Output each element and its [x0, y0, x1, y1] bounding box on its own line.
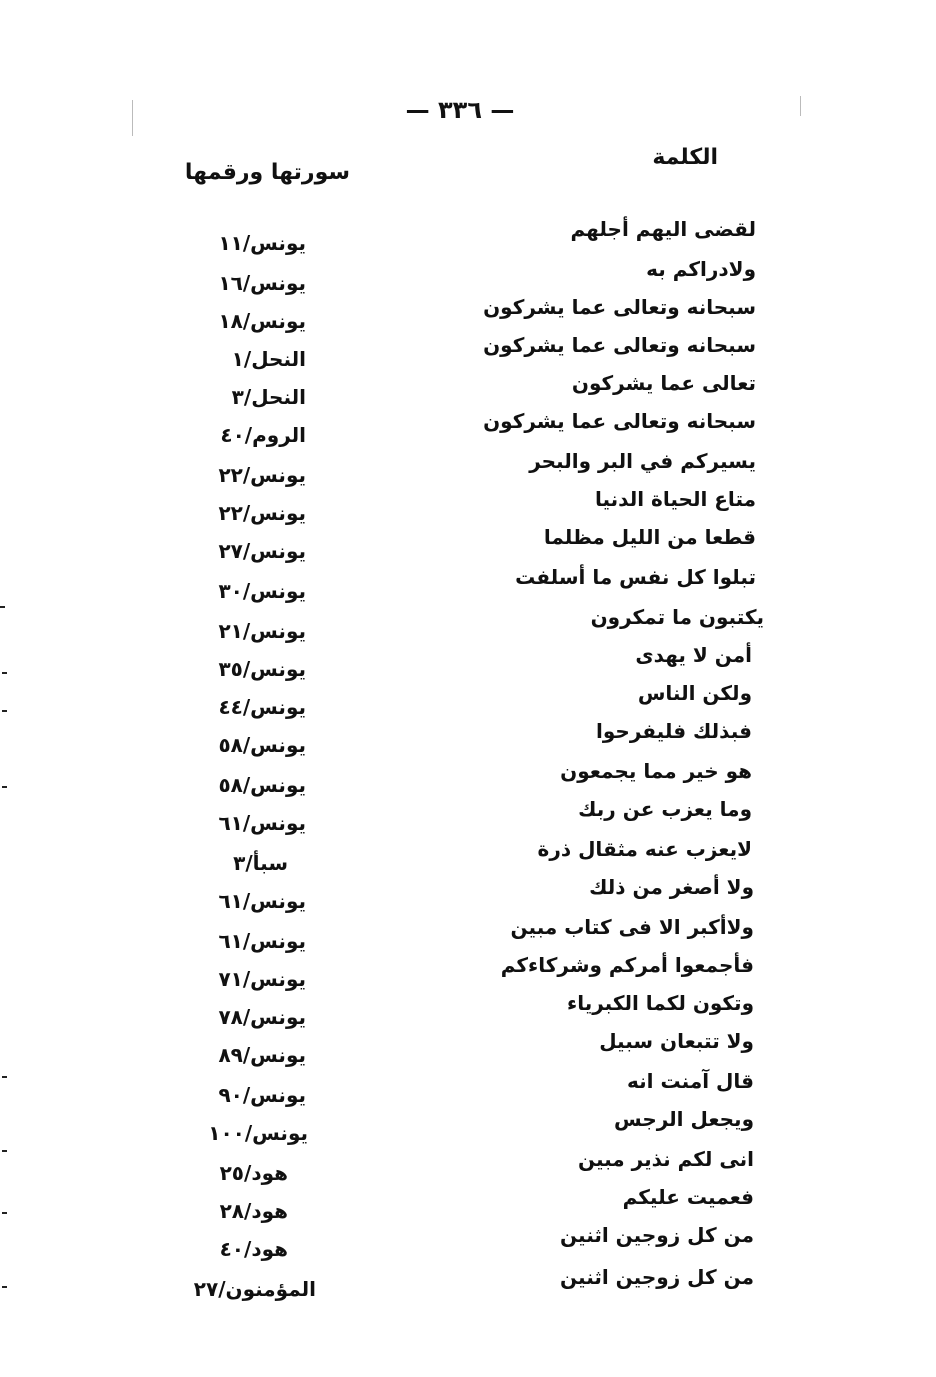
surah-reference: هود/٢٨: [219, 1199, 288, 1223]
word-text: ولادراكم به: [646, 257, 756, 281]
list-item: [0, 330, 936, 371]
surah-reference: يونس/١٠٠: [208, 1121, 308, 1145]
surah-reference: يونس/٣٥: [218, 657, 306, 681]
word-text: سبحانه وتعالى عما يشركون: [483, 333, 756, 357]
surah-reference: النحل/٣: [231, 385, 306, 409]
word-text: فعميت عليكم: [622, 1185, 754, 1209]
list-item: [0, 678, 936, 719]
scan-artifact: [800, 96, 801, 116]
word-text: فبذلك فليفرحوا: [596, 719, 752, 743]
list-item: [0, 1104, 936, 1145]
list-item: [0, 1026, 936, 1067]
word-text: من كل زوجين اثنين: [560, 1265, 754, 1289]
list-item: [0, 1182, 936, 1223]
word-text: ولكن الناس: [637, 681, 752, 705]
surah-reference: الروم/٤٠: [220, 423, 306, 447]
list-item: [0, 214, 936, 255]
surah-reference: يونس/٢١: [218, 619, 306, 643]
list-item: [0, 1220, 936, 1261]
list-item: [0, 756, 936, 797]
surah-reference: يونس/٢٧: [218, 539, 306, 563]
surah-reference: يونس/٧١: [218, 967, 306, 991]
list-item: [0, 254, 936, 295]
surah-reference: سبأ/٣: [233, 851, 288, 875]
surah-reference: يونس/٢٢: [218, 501, 306, 525]
list-item: [0, 484, 936, 525]
word-text: وما يعزب عن ربك: [578, 797, 752, 821]
word-text: يسيركم في البر والبحر: [529, 449, 756, 473]
surah-reference: يونس/٢٢: [218, 463, 306, 487]
surah-reference: النحل/١: [231, 347, 306, 371]
word-text: سبحانه وتعالى عما يشركون: [483, 409, 756, 433]
list-item: [0, 602, 936, 643]
list-item: [0, 834, 936, 875]
margin-mark: [0, 606, 5, 608]
margin-mark: [2, 672, 7, 674]
page-number: — ٣٣٦ —: [405, 96, 515, 124]
surah-reference: يونس/٧٨: [218, 1005, 306, 1029]
surah-reference: يونس/٥٨: [218, 773, 306, 797]
word-text: تعالى عما يشركون: [571, 371, 756, 395]
list-item: [0, 446, 936, 487]
surah-reference: هود/٤٠: [219, 1237, 288, 1261]
word-text: هو خير مما يجمعون: [560, 759, 752, 783]
surah-reference: يونس/٦١: [218, 889, 306, 913]
word-text: ولاأكبر الا فى كتاب مبين: [510, 915, 754, 939]
word-text: لايعزب عنه مثقال ذرة: [537, 837, 752, 861]
surah-reference: يونس/١٦: [218, 271, 306, 295]
list-item: [0, 640, 936, 681]
surah-reference: يونس/٦١: [218, 929, 306, 953]
list-item: [0, 406, 936, 447]
word-text: ولا تتبعان سبيل: [599, 1029, 754, 1053]
margin-mark: [2, 1076, 7, 1078]
list-item: [0, 988, 936, 1029]
margin-mark: [2, 1150, 7, 1152]
margin-mark: [2, 710, 7, 712]
word-text: سبحانه وتعالى عما يشركون: [483, 295, 756, 319]
margin-mark: [2, 1212, 7, 1214]
column-header-reference: سورتها ورقمها: [184, 160, 350, 185]
scan-artifact: [132, 100, 133, 136]
column-header-word: الكلمة: [652, 145, 718, 170]
surah-reference: يونس/٩٠: [218, 1083, 306, 1107]
word-text: تبلوا كل نفس ما أسلفت: [515, 565, 756, 589]
list-item: [0, 1144, 936, 1185]
surah-reference: يونس/٥٨: [218, 733, 306, 757]
list-item: [0, 794, 936, 835]
word-text: متاع الحياة الدنيا: [594, 487, 756, 511]
list-item: [0, 912, 936, 953]
list-item: [0, 562, 936, 603]
word-text: وتكون لكما الكبرياء: [566, 991, 754, 1015]
margin-mark: [2, 786, 7, 788]
list-item: [0, 716, 936, 757]
surah-reference: يونس/١١: [218, 231, 306, 255]
word-text: قطعا من الليل مظلما: [543, 525, 756, 549]
surah-reference: يونس/٣٠: [218, 579, 306, 603]
margin-mark: [2, 1286, 7, 1288]
list-item: [0, 1066, 936, 1107]
list-item: [0, 368, 936, 409]
list-item: [0, 292, 936, 333]
word-text: ويجعل الرجس: [614, 1107, 754, 1131]
word-text: يكتبون ما تمكرون: [590, 605, 764, 629]
word-text: لقضى اليهم أجلهم: [570, 217, 756, 241]
word-text: ولا أصغر من ذلك: [589, 875, 754, 899]
word-text: انى لكم نذير مبين: [577, 1147, 754, 1171]
word-text: من كل زوجين اثنين: [560, 1223, 754, 1247]
surah-reference: يونس/٦١: [218, 811, 306, 835]
word-text: قال آمنت انه: [627, 1069, 754, 1093]
surah-reference: يونس/١٨: [218, 309, 306, 333]
list-item: [0, 872, 936, 913]
surah-reference: يونس/٨٩: [218, 1043, 306, 1067]
surah-reference: هود/٢٥: [219, 1161, 288, 1185]
word-text: فأجمعوا أمركم وشركاءكم: [500, 953, 754, 977]
surah-reference: يونس/٤٤: [218, 695, 306, 719]
list-item: [0, 1262, 936, 1300]
surah-reference: المؤمنون/٢٧: [193, 1277, 316, 1301]
word-text: أمن لا يهدى: [635, 643, 752, 667]
list-item: [0, 522, 936, 563]
list-item: [0, 950, 936, 991]
